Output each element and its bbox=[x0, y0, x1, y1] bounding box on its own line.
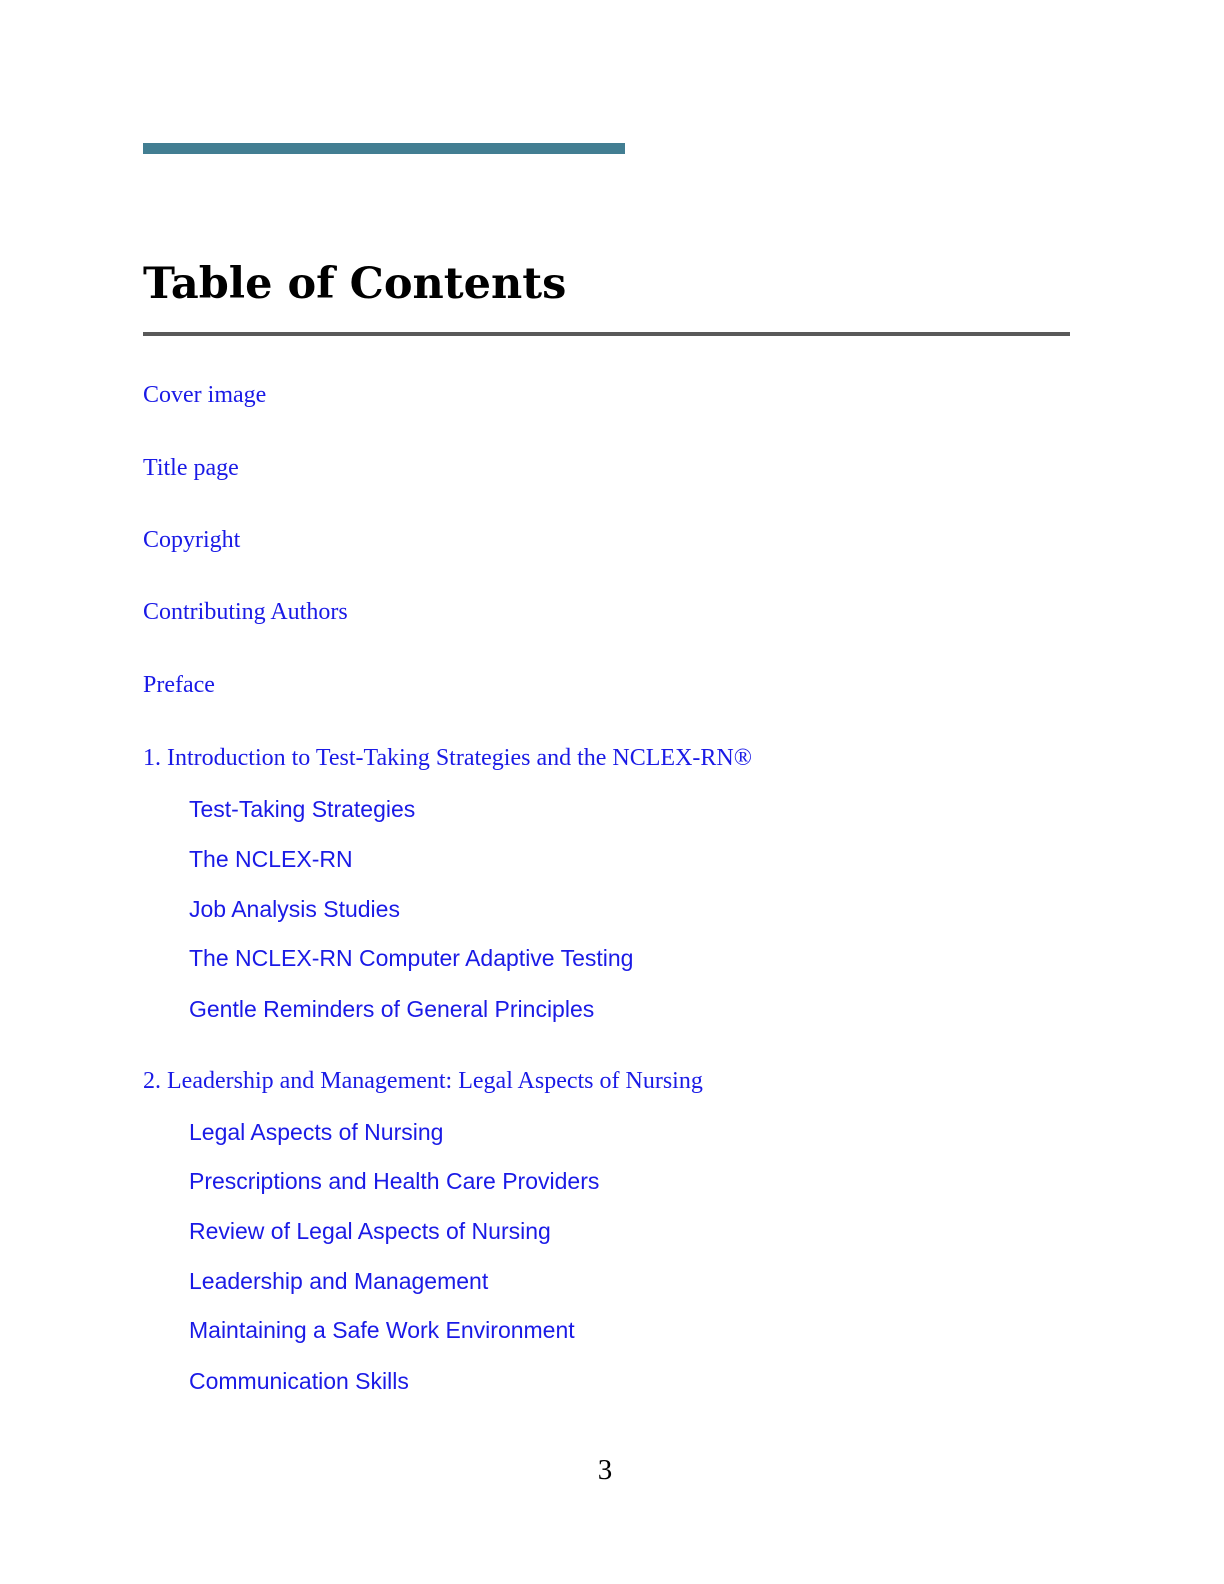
page-title: Table of Contents bbox=[143, 259, 567, 309]
toc-link-chapter-1[interactable]: 1. Introduction to Test-Taking Strategies and the NCLEX-RN® bbox=[143, 745, 752, 771]
toc-link-section[interactable]: Test-Taking Strategies bbox=[189, 796, 416, 822]
toc-link-title-page[interactable]: Title page bbox=[143, 455, 239, 481]
page-number: 3 bbox=[597, 1454, 613, 1486]
toc-link-section[interactable]: Communication Skills bbox=[189, 1368, 409, 1394]
toc-link-section[interactable]: The NCLEX-RN bbox=[189, 846, 353, 872]
toc-link-cover-image[interactable]: Cover image bbox=[143, 382, 267, 408]
header-accent-bar bbox=[143, 143, 625, 154]
toc-link-section[interactable]: Review of Legal Aspects of Nursing bbox=[189, 1218, 551, 1244]
toc-link-section[interactable]: Maintaining a Safe Work Environment bbox=[189, 1317, 575, 1343]
toc-link-section[interactable]: The NCLEX-RN Computer Adaptive Testing bbox=[189, 945, 634, 971]
toc-link-copyright[interactable]: Copyright bbox=[143, 527, 241, 553]
toc-link-chapter-2[interactable]: 2. Leadership and Management: Legal Aspects of Nursing bbox=[143, 1068, 703, 1094]
toc-link-section[interactable]: Legal Aspects of Nursing bbox=[189, 1119, 444, 1145]
toc-link-contributing-authors[interactable]: Contributing Authors bbox=[143, 599, 348, 625]
toc-link-section[interactable]: Prescriptions and Health Care Providers bbox=[189, 1168, 600, 1194]
toc-link-section[interactable]: Job Analysis Studies bbox=[189, 896, 400, 922]
toc-link-section[interactable]: Gentle Reminders of General Principles bbox=[189, 996, 595, 1022]
title-divider bbox=[143, 332, 1070, 336]
toc-link-section[interactable]: Leadership and Management bbox=[189, 1268, 489, 1294]
toc-link-preface[interactable]: Preface bbox=[143, 672, 215, 698]
